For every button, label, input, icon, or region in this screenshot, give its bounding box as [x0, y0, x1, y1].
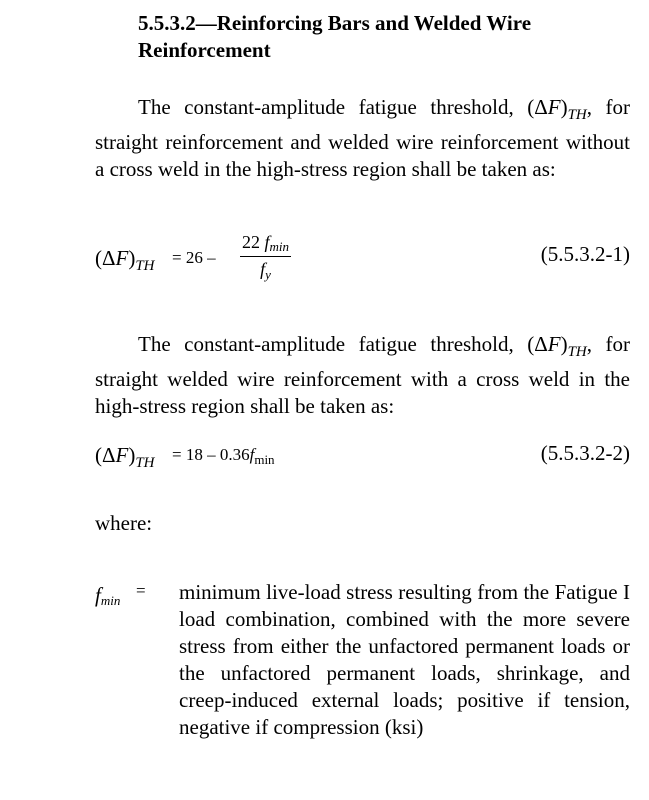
equation-2-lhs-close: ): [128, 443, 136, 467]
equation-1: [95, 232, 630, 292]
equation-2-rhs: [172, 445, 275, 468]
paragraph-1: [95, 94, 630, 183]
equation-1-numerator-subscript: min: [269, 239, 290, 254]
equation-1-fraction: [240, 232, 291, 283]
paragraph-2: [95, 331, 630, 420]
paragraph-1-close: ): [560, 95, 568, 119]
paragraph-2-after: , for straight welded wire reinforcement with a cross weld in the high-stress region shall be taken as:: [95, 332, 630, 419]
equation-2-rhs-subscript: min: [254, 452, 275, 467]
definition-symbol-subscript: min: [100, 593, 121, 608]
equation-1-numerator: [240, 232, 291, 257]
equation-1-denominator-subscript: y: [265, 267, 271, 282]
equation-1-lhs-close: ): [128, 246, 136, 270]
equation-1-lhs-subscript: TH: [135, 258, 155, 274]
equation-2-lhs: [95, 443, 155, 472]
paragraph-1-subscript: TH: [567, 107, 587, 124]
paragraph-1-before: The constant-amplitude fatigue threshold, (Δ: [138, 95, 548, 119]
equation-1-lhs: [95, 246, 155, 275]
equation-1-rhs-prefix: = 26 –: [172, 248, 216, 267]
paragraph-2-before: The constant-amplitude fatigue threshold, (Δ: [138, 332, 548, 356]
equation-1-numerator-symbol: f: [264, 232, 270, 252]
equation-2-lhs-symbol: F: [115, 443, 129, 467]
equation-2-lhs-open: (Δ: [95, 443, 116, 467]
paragraph-2-close: ): [560, 332, 568, 356]
paragraph-1-symbol: F: [547, 95, 561, 119]
equation-1-lhs-symbol: F: [115, 246, 129, 270]
equation-2-rhs-text: = 18 – 0.36: [172, 445, 250, 464]
equation-2-lhs-subscript: TH: [135, 455, 155, 471]
equation-1-denominator: [240, 257, 291, 283]
equation-2: [95, 435, 630, 495]
definition-equals: =: [136, 581, 146, 600]
equation-2-rhs-symbol: f: [249, 445, 255, 464]
equation-1-lhs-open: (Δ: [95, 246, 116, 270]
equation-2-number: (5.5.3.2-2): [540, 441, 630, 465]
equation-1-numerator-value: 22: [242, 232, 260, 252]
definition-symbol-letter: f: [95, 583, 101, 607]
equation-1-number: (5.5.3.2-1): [540, 242, 630, 266]
equation-1-denominator-symbol: f: [260, 259, 266, 279]
section-heading: 5.5.3.2—Reinforcing Bars and Welded Wire Reinforcement: [138, 11, 532, 62]
definition-symbol: [95, 583, 120, 609]
paragraph-2-symbol: F: [547, 332, 561, 356]
definition-text: minimum live-load stress resulting from the Fatigue I load combination, combined with the more severe stress from either the unfactored permanent loads or the unfactored permanent loads, shrinkage, and creep-induced external loads; positive if tension, negative if compression (ksi): [179, 580, 630, 739]
paragraph-1-after: , for straight reinforcement and welded wire reinforcement without a cross weld in the high-stress region shall be taken as:: [95, 95, 630, 182]
paragraph-2-subscript: TH: [567, 344, 587, 361]
where-label: where:: [95, 511, 153, 535]
